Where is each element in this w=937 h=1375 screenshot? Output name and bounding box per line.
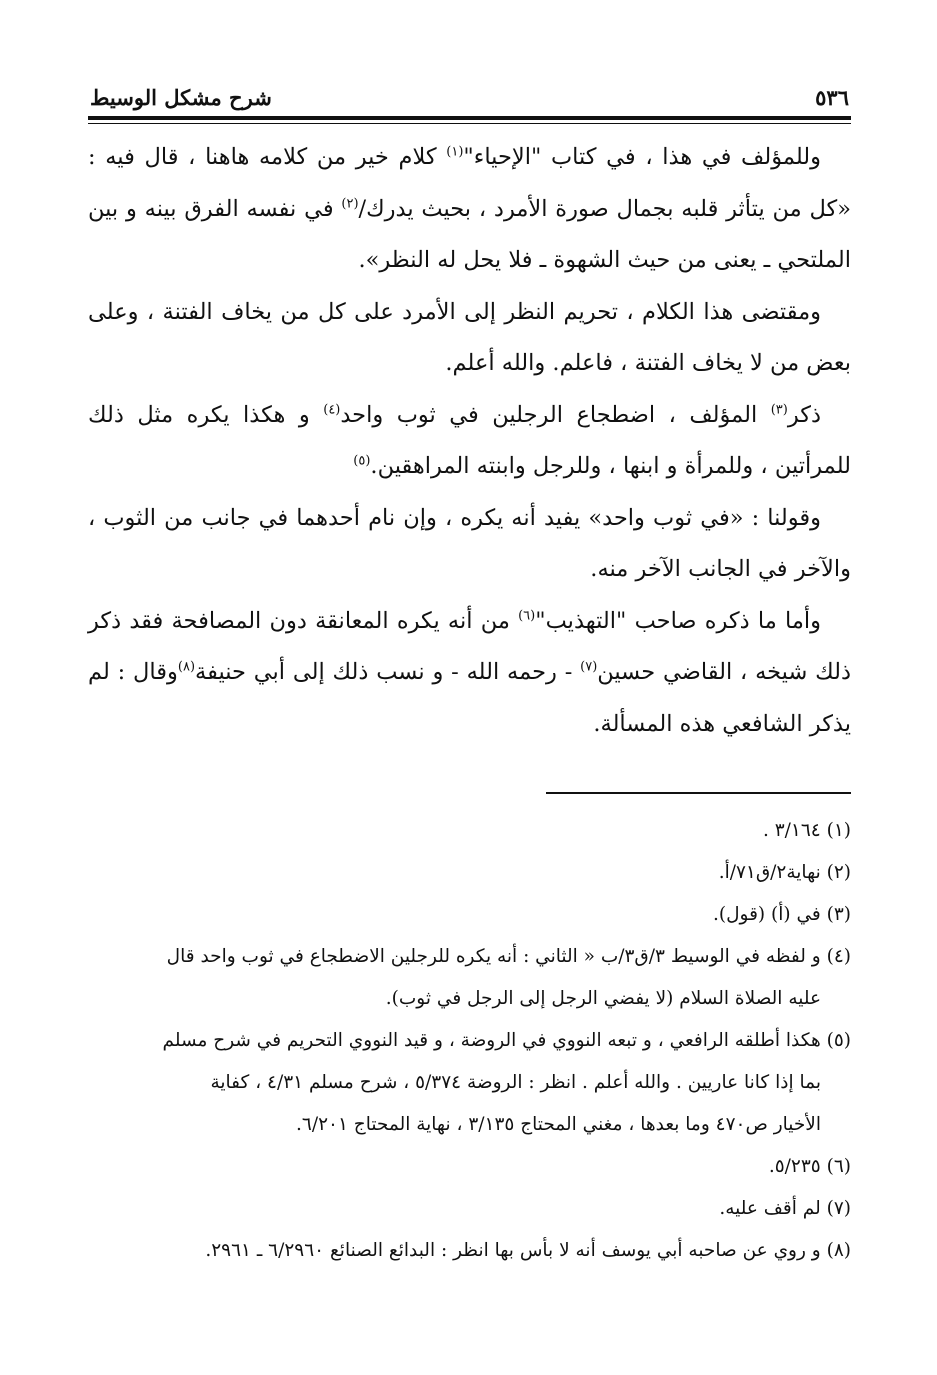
running-title: شرح مشكل الوسيط (90, 85, 272, 110)
footnote-5-line-1: (٥) هكذا أطلقه الرافعي ، و تبعه النووي في الروضة ، و قيد النووي التحريم في شرح مسلم (162, 1030, 851, 1051)
header-rule-thin (88, 123, 851, 124)
footnote-separator-line (546, 792, 851, 794)
page-number: ٥٣٦ (815, 85, 849, 110)
footnote-ref-3: (٣) (770, 402, 788, 417)
footnote-8: (٨) و روي عن صاحبه أبي يوسف أنه لا بأس بها انظر : البدائع الصنائع ٦/٢٩٦٠ ـ ٢٩٦١. (205, 1240, 851, 1261)
footnote-ref-7: (٧) (580, 659, 598, 675)
p5-text-d: وقال : لم يذكر الشافعي هذه المسألة. (88, 659, 851, 737)
p3-text-b: المؤلف ، اضطجاع الرجلين في ثوب واحد (340, 401, 771, 428)
paragraph-2: ومقتضى هذا الكلام ، تحريم النظر إلى الأمرد على كل من يخاف الفتنة ، وعلى بعض من لا يخاف الفتنة ، فاعلم. والله أعلم. (88, 298, 851, 376)
p1-text-b: كلام خير من كلامه هاهنا ، قال فيه : «كل من يتأثر قلبه بجمال صورة الأمرد ، بحيث يدرك/ (88, 144, 851, 222)
footnote-ref-4: (٤) (323, 402, 341, 417)
p3-text-a: ذكر (787, 401, 821, 428)
book-page (88, 70, 851, 1330)
paragraph-5 (88, 596, 851, 751)
footnote-4-line-2: عليه الصلاة السلام (لا يفضي الرجل إلى الرجل في ثوب). (385, 988, 821, 1009)
p1-text-c: في نفسه الفرق بينه و بين الملتحي ـ يعنى من حيث الشهوة ـ فلا يحل له النظر». (88, 195, 851, 273)
footnote-ref-1: (١) (446, 144, 464, 160)
footnote-ref-8: (٨) (177, 659, 196, 675)
footnote-ref-5: (٥) (353, 453, 371, 469)
page-header (88, 70, 851, 114)
footnote-ref-2: (٢) (341, 196, 359, 211)
paragraph-3 (88, 390, 851, 493)
p5-text-c: - رحمه الله - و نسب ذلك إلى أبي حنيفة (195, 659, 581, 685)
paragraph-4: وقولنا : «في ثوب واحد» يفيد أنه يكره ، وإن نام أحدهما في جانب من الثوب ، والآخر في الجانب الآخر منه. (88, 504, 851, 582)
footnote-4-line-1: (٤) و لفظه في الوسيط ٣/ق٣/ب « الثاني : أنه يكره للرجلين الاضطجاع في ثوب واحد قال (166, 946, 851, 967)
p5-text-b: من أنه يكره المعانقة دون المصافحة فقد ذكر ذلك شيخه ، القاضي حسين (88, 607, 851, 685)
footnote-ref-6: (٦) (518, 608, 536, 623)
main-text (88, 132, 851, 750)
p1-text-a: وللمؤلف في هذا ، في كتاب "الإحياء" (463, 144, 821, 170)
p5-text-a: وأما ما ذكره صاحب "التهذيب" (535, 607, 821, 634)
footnote-separator (88, 792, 851, 794)
header-rule-thick (88, 116, 851, 120)
footnote-6: (٦) ٥/٢٣٥. (768, 1156, 851, 1177)
footnote-2: (٢) نهاية٢/ق٧١/أ. (718, 862, 851, 883)
footnote-3: (٣) في (أ) (قول). (712, 904, 851, 925)
footnote-5-line-3: الأخيار ص٤٧٠ وما بعدها ، مغني المحتاج ٣/١٣٥ ، نهاية المحتاج ٦/٢٠١. (296, 1114, 821, 1135)
footnote-1: (١) ٣/١٦٤ . (762, 820, 851, 841)
footnote-5-line-2: بما إذا كانا عاريين . والله أعلم . انظر : الروضة ٥/٣٧٤ ، شرح مسلم ٤/٣١ ، كفاية (210, 1072, 821, 1093)
footnote-7: (٧) لم أقف عليه. (719, 1198, 851, 1219)
p3-text-c: و هكذا يكره مثل ذلك للمرأتين ، وللمرأة و ابنها ، وللرجل وابنته المراهقين. (88, 401, 851, 479)
paragraph-1 (88, 132, 851, 287)
footnotes (88, 810, 851, 1272)
